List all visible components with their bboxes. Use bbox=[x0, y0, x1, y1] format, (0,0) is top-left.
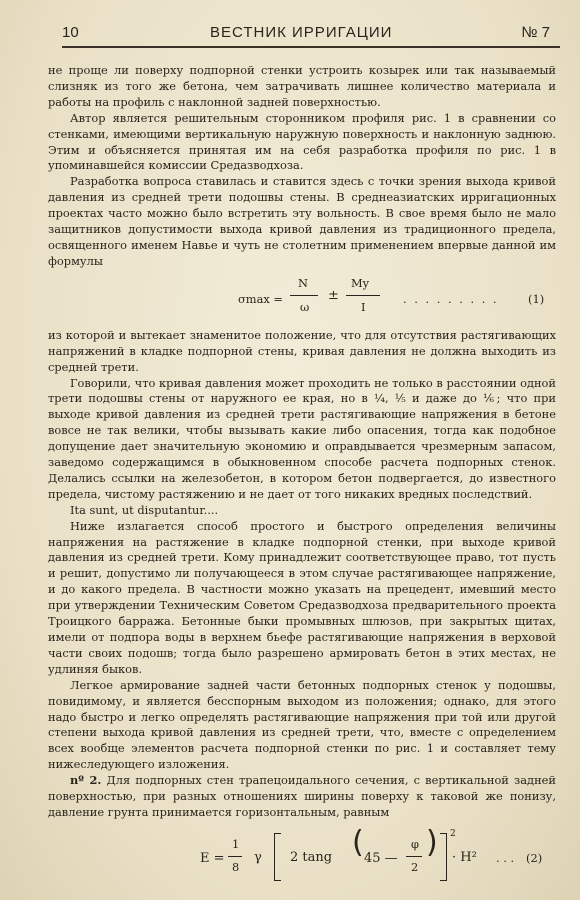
formula-label: (1) bbox=[528, 291, 545, 306]
left-paren: ( bbox=[352, 824, 364, 860]
journal-title: ВЕСТНИК ИРРИГАЦИИ bbox=[210, 24, 393, 41]
paragraph: не проще ли поверху подпорной стенки устроить козырек или так называемый слизняк из того же бетона, чем затрачивать лишнее количество материала и работы на профиль с наклонной задней поверхностью. bbox=[48, 63, 556, 109]
formula-numerator: N bbox=[298, 275, 308, 290]
right-paren: ) bbox=[426, 824, 438, 860]
fraction-line bbox=[228, 856, 242, 857]
paragraph: из которой и вытекает знаменитое положение, что для отсутствия растягивающих напряжений в кладке подпорной стены, кривая давления не должна выходить из средней трети. bbox=[48, 327, 556, 374]
formula-numerator: 1 bbox=[232, 836, 240, 851]
section-number: nº 2. bbox=[70, 773, 102, 788]
formula-denominator: I bbox=[361, 299, 366, 314]
formula-angle: 45 — bbox=[364, 850, 398, 866]
formula-lhs: σmax = bbox=[238, 291, 283, 306]
paragraph: Говорили, что кривая давления может проходить не только в расстоянии одной трети подошвы стены от наружного ее края, но в ¼, ⅕ и даже до ⅙; что при выходе кривой давления из средней трети растягивающие напряжения в бетоне вовсе не так велики, чтобы вызывать какие либо опасения, тогда как подобное допущение дает значительную экономию и оправдывается чрезмерным запасом, заведомо содержащимся в обыкновенном способе расчета подпорных стенок. Делались ссылки на железобетон, в котором бетон подвергается, до известного предела, чистому растяжению и не дает от того никаких вредных последствий. bbox=[48, 375, 556, 501]
formula-numerator: φ bbox=[411, 836, 419, 851]
formula-label: (2) bbox=[526, 850, 543, 865]
formula-dots: . . . . . . . . . bbox=[403, 291, 499, 306]
right-bracket bbox=[440, 833, 447, 881]
fraction-line bbox=[290, 295, 318, 296]
paragraph: Автор является решительным сторонником профиля рис. 1 в сравнении со стенками, имеющими вертикальную наружную поверхность и наклонную заднюю. Этим и объясняется принятая им на себя разработка профиля по рис. 1 в упоминавшейся комиссии Средазводхоза. bbox=[48, 110, 556, 173]
formula-numerator: My bbox=[351, 275, 370, 290]
paragraph: Разработка вопроса ставилась и ставится здесь с точки зрения выхода кривой давления из средней трети подошвы стены. В среднеазиатских ирригационных проектах часто можно было встретить эту вольность. В свое время было не мало защитников допустимости выхода кривой давления из традиционного предела, освященного именем Навье и чуть не столетним применением впервые данной им формулы bbox=[48, 174, 556, 268]
formula-dots: . . . bbox=[496, 850, 515, 865]
formula-2 bbox=[48, 825, 556, 891]
formula-denominator: 8 bbox=[232, 859, 240, 874]
paragraph bbox=[48, 773, 556, 821]
formula-lhs: E = bbox=[200, 850, 225, 866]
formula-exponent: 2 bbox=[450, 828, 456, 839]
fraction-line bbox=[406, 856, 422, 857]
page-number: 10 bbox=[62, 24, 79, 41]
formula-denominator: ω bbox=[300, 299, 310, 314]
latin-quote: Ita sunt, ut disputantur.... bbox=[70, 502, 219, 517]
fraction-line bbox=[346, 295, 380, 296]
formula-denominator: 2 bbox=[411, 859, 419, 874]
formula-plus-minus: ± bbox=[328, 287, 339, 303]
formula-tang: 2 tang bbox=[290, 849, 333, 865]
paragraph: Легкое армирование задней части бетонных подпорных стенок у подошвы, повидимому, и является бесспорным выходом из положения; однако, для этого надо быстро и легко определять растягивающие напряжения при той или другой степени выхода кривой давления из средней трети, что, вместе с определением всех вообще элементов расчета подпорной стенки по рис. 1 и составляет тему нижеследующего изложения. bbox=[48, 677, 556, 772]
left-bracket bbox=[274, 833, 281, 881]
paragraph: Ниже излагается способ простого и быстрого определения величины напряжения на растяжение в кладке подпорной стенки, при выходе кривой давления из средней трети. Кому принадлежит соответствующее право, тот пусть и решит, допустимо ли получающееся в этом случае растягивающее напряжение, и до какого предела. В частности можно указать на прецедент, имевший место при утверждении Техническим Советом Средазводхоза предварительного проекта Троицкого барража. Бетонные быки промывных шлюзов, при закрытых щитах, имели от подпора воды в верхнем бьефе растягивающие напряжения в верховой части своих подошв; тогда было разрешено армировать бетон в этих местах, не удлиняя быков. bbox=[48, 518, 556, 676]
formula-1 bbox=[48, 270, 556, 328]
paragraph-text: Для подпорных стен трапецоидального сечения, с вертикальной задней поверхностью, при разных отношениях ширины поверху к таковой же понизу, давление грунта принимается горизонтальным, равным bbox=[48, 773, 556, 819]
page-header bbox=[62, 20, 560, 48]
article-body bbox=[48, 63, 556, 891]
issue-number: № 7 bbox=[521, 24, 550, 41]
formula-tail: · H² bbox=[452, 849, 477, 865]
formula-gamma: γ bbox=[254, 849, 262, 865]
